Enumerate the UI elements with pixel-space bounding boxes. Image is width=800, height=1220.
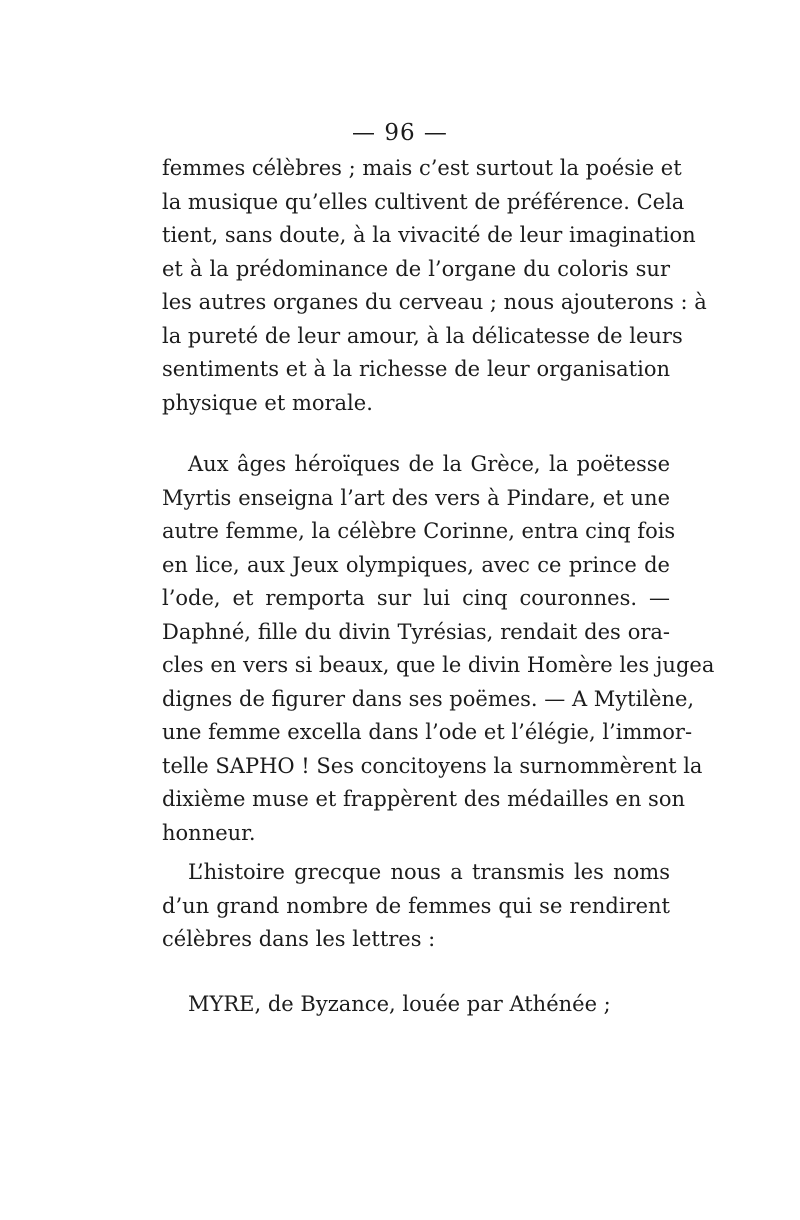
text-line: une femme excella dans l’ode et l’élégie, l’immor- [162, 720, 693, 744]
text-line: autre femme, la célèbre Corinne, entra cinq fois [162, 519, 676, 543]
text-line: Aux âges héroïques de la Grèce, la poëtesse [188, 452, 670, 476]
text-line: en lice, aux Jeux olympiques, avec ce prince de [162, 552, 670, 577]
text-line: femmes célèbres ; mais c’est surtout la poésie et [162, 156, 682, 180]
text-line: la pureté de leur amour, à la délicatesse de leurs [162, 323, 683, 348]
text-line: d’un grand nombre de femmes qui se rendirent [162, 893, 670, 918]
text-line: MYRE, de Byzance, louée par Athénée ; [188, 992, 611, 1016]
text-line: la musique qu’elles cultivent de préférence. Cela [162, 189, 685, 214]
text-line: dignes de figurer dans ses poëmes. — A Mytilène, [162, 686, 695, 711]
text-line: tient, sans doute, à la vivacité de leur imagination [162, 223, 696, 247]
text-line: Daphné, fille du divin Tyrésias, rendait des ora- [162, 619, 670, 644]
text-line: cles en vers si beaux, que le divin Homère les jugea [162, 653, 715, 677]
text-line: dixième muse et frappèrent des médailles en son [162, 787, 686, 811]
text-line: physique et morale. [162, 390, 373, 415]
page-number: — 96 — [352, 120, 448, 146]
text-line: telle SAPHO ! Ses concitoyens la surnommèrent la [162, 753, 703, 778]
paragraph-3 [162, 856, 670, 957]
text-line: honneur. [162, 820, 256, 845]
text-line: l’ode, et remporta sur lui cinq couronnes. — [162, 586, 670, 610]
paragraph-4 [162, 988, 670, 1022]
text-line: Myrtis enseigna l’art des vers à Pindare, et une [162, 485, 670, 510]
text-line: célèbres dans les lettres : [162, 927, 436, 951]
text-line: les autres organes du cerveau ; nous ajouterons : à [162, 290, 707, 314]
paragraph-2 [162, 448, 715, 850]
text-line: et à la prédominance de l’organe du coloris sur [162, 256, 670, 281]
text-line: sentiments et à la richesse de leur organisation [162, 357, 670, 381]
paragraph-1 [162, 152, 707, 420]
text-line: L’histoire grecque nous a transmis les noms [188, 860, 670, 884]
